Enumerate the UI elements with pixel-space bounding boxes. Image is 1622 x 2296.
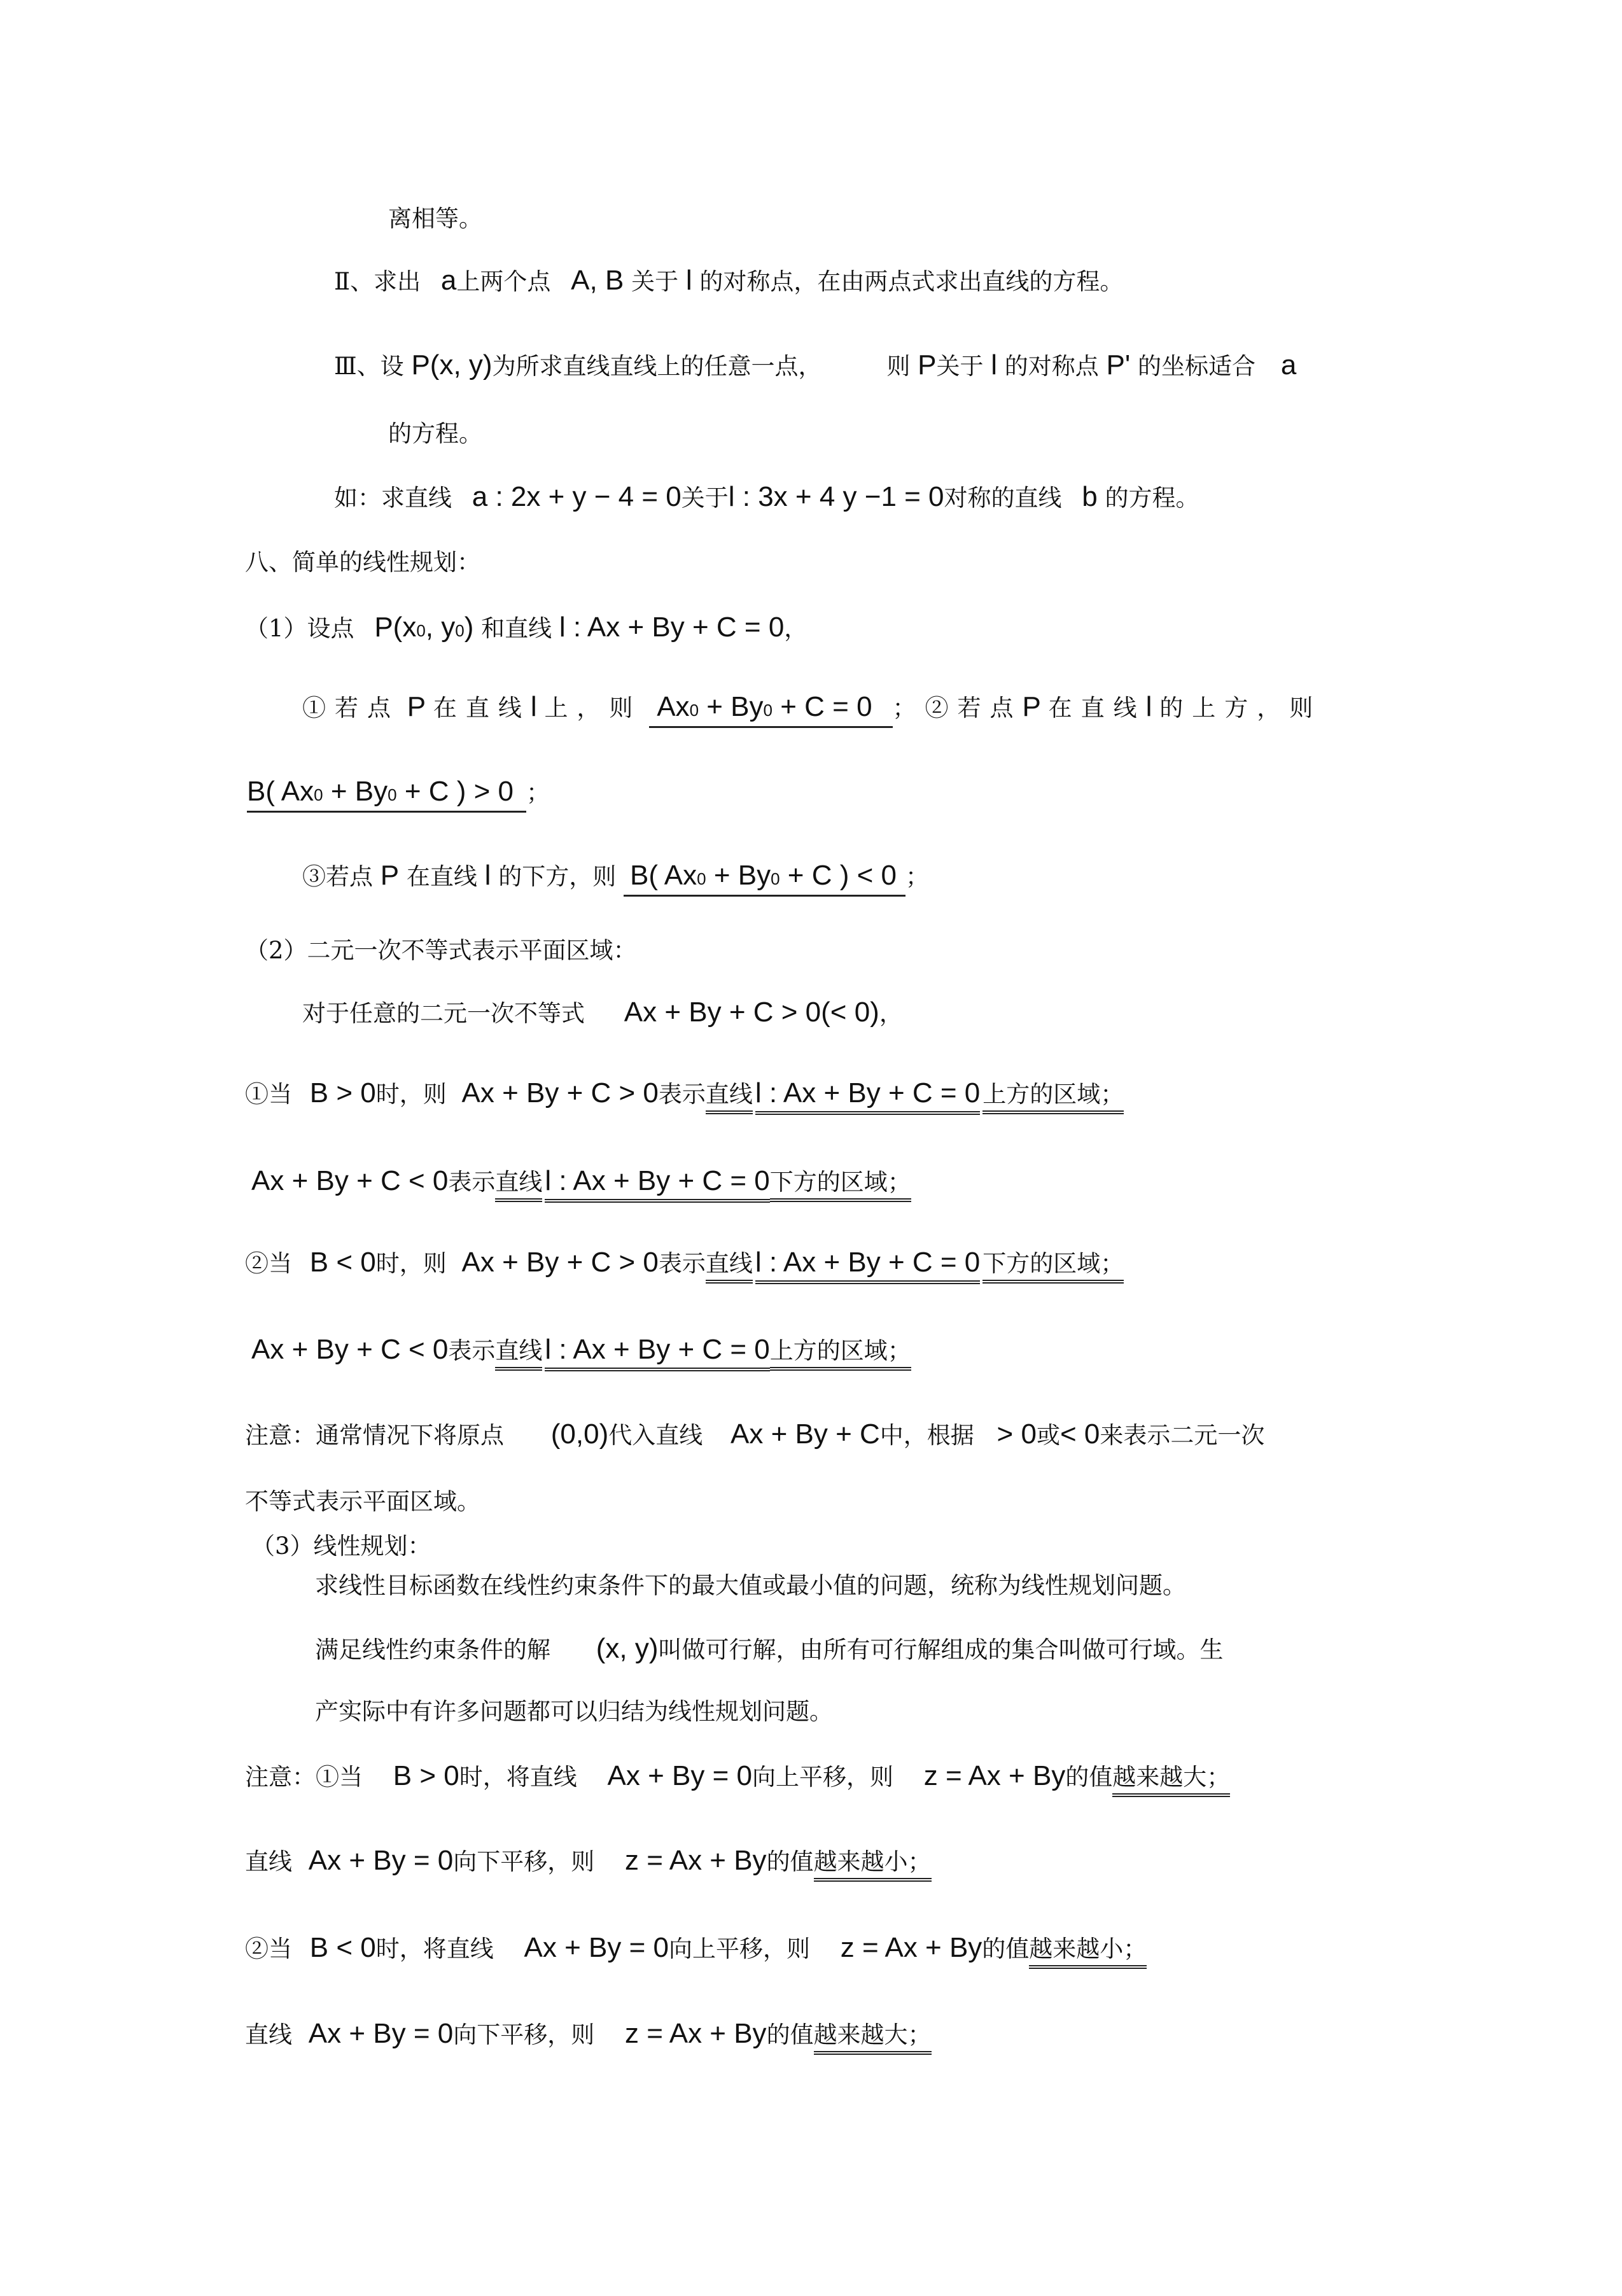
math: B( Ax	[629, 860, 697, 891]
text-line	[245, 1760, 1230, 1793]
subscript: 0	[763, 701, 773, 720]
text: 离相等。	[388, 205, 482, 232]
underlined-text: 越来越大；	[814, 2021, 932, 2055]
text: 求线性目标函数在线性约束条件下的最大值或最小值的问题，统称为线性规划问题。	[315, 1572, 1186, 1599]
underlined-text: 上方的区域；	[982, 1081, 1124, 1114]
text-line	[251, 1333, 911, 1367]
text-line	[302, 996, 903, 1030]
underlined-text: 直线	[706, 1250, 753, 1284]
text: ③若点	[302, 863, 373, 890]
underlined-math: l : Ax + By + C = 0	[545, 1334, 769, 1371]
math: Ax	[657, 691, 690, 722]
text: 向下平移，则	[453, 2021, 595, 2048]
math: (x, y)	[596, 1633, 659, 1664]
subscript: 0	[697, 869, 706, 888]
text: 的对称点，在由两点式求出直线的方程。	[699, 268, 1124, 295]
answer-blank	[247, 776, 526, 813]
text: 的值	[766, 2021, 814, 2048]
math: Ax + By = 0	[308, 1845, 454, 1876]
underlined-math: l : Ax + By + C = 0	[755, 1247, 980, 1284]
math: Ax + By + C < 0	[251, 1334, 449, 1365]
underlined-math: l : Ax + By + C = 0	[755, 1077, 980, 1115]
text-line	[334, 349, 1296, 382]
math: l	[1145, 691, 1152, 722]
math: a	[1280, 349, 1297, 381]
text: 的方程。	[1105, 484, 1199, 512]
text-line	[247, 775, 550, 809]
math	[374, 612, 473, 643]
answer-blank	[649, 691, 892, 728]
text-line	[245, 1418, 1264, 1452]
text: ①若点	[302, 694, 400, 722]
underlined-text: 直线	[706, 1081, 753, 1114]
text: 产实际中有许多问题都可以归结为线性规划问题。	[315, 1698, 833, 1725]
math: B > 0	[309, 1077, 376, 1109]
underlined-text: 直线	[495, 1168, 542, 1202]
math: > 0	[996, 1418, 1037, 1450]
text: 的值	[982, 1935, 1030, 1963]
text: 的方程。	[388, 420, 482, 447]
math: a	[440, 265, 457, 296]
text-line	[245, 611, 808, 645]
math: + By	[323, 776, 388, 807]
subscript: 0	[388, 785, 397, 804]
text: 表示	[658, 1081, 706, 1108]
text: 时，将直线	[459, 1763, 577, 1791]
text: ；	[905, 863, 929, 890]
text: 关于	[631, 268, 679, 295]
underlined-text: 下方的区域；	[770, 1168, 911, 1202]
underlined-text: 越来越小；	[1029, 1935, 1147, 1969]
text: 时，将直线	[375, 1935, 494, 1963]
math: Ax + By + C > 0(< 0)	[624, 997, 879, 1028]
math: P	[380, 860, 400, 891]
text-line	[315, 1572, 1186, 1600]
text: （3）线性规划：	[251, 1532, 431, 1560]
text: 的上方，则	[1159, 694, 1322, 722]
text: 注意：通常情况下将原点	[245, 1422, 504, 1449]
subscript: 0	[689, 701, 699, 720]
text-line	[245, 1246, 1124, 1280]
math: z = Ax + By	[625, 1845, 767, 1876]
text-line	[315, 1632, 1224, 1666]
text: 向上平移，则	[752, 1763, 893, 1791]
math: (0,0)	[550, 1418, 609, 1450]
text: 和直线	[481, 615, 552, 642]
text: 的值	[1065, 1763, 1113, 1791]
text: 表示	[448, 1337, 496, 1364]
text: ，	[784, 615, 808, 642]
answer-blank	[624, 860, 905, 897]
text: 对称的直线	[944, 484, 1062, 512]
math: Ax + By = 0	[524, 1932, 669, 1963]
math: l	[685, 265, 692, 296]
subscript: 0	[455, 621, 465, 640]
text: 则	[886, 353, 911, 380]
text-line	[334, 264, 1123, 298]
text-line	[251, 1532, 431, 1560]
text: 叫做可行解，由所有可行解组成的集合叫做可行域。生	[658, 1636, 1224, 1663]
text: 向下平移，则	[453, 1848, 595, 1875]
text-line	[302, 859, 929, 893]
math: Ax + By + C > 0	[461, 1077, 659, 1109]
text-line	[388, 205, 482, 233]
text: ，	[879, 1000, 903, 1027]
math: z = Ax + By	[923, 1760, 1066, 1791]
math: l	[530, 691, 537, 722]
math: b	[1082, 481, 1098, 512]
math: )	[464, 612, 474, 643]
text: 向上平移，则	[668, 1935, 810, 1963]
subscript: 0	[771, 869, 780, 888]
text: 表示	[448, 1168, 496, 1196]
text-line	[245, 2017, 932, 2051]
text: ①当	[245, 1081, 292, 1108]
math: + By	[699, 691, 764, 722]
math: B > 0	[393, 1760, 459, 1791]
math: l	[484, 860, 491, 891]
text: 不等式表示平面区域。	[245, 1488, 480, 1515]
text: 代入直线	[608, 1422, 703, 1449]
underlined-text: 下方的区域；	[982, 1250, 1124, 1284]
text: 上两个点	[456, 268, 551, 295]
underlined-math: l : Ax + By + C = 0	[545, 1165, 769, 1203]
math: Ax + By = 0	[607, 1760, 752, 1791]
text-line	[245, 937, 637, 965]
text-line	[334, 480, 1199, 514]
math: l	[991, 349, 997, 381]
text: 关于	[681, 484, 729, 512]
math: Ax + By + C < 0	[251, 1165, 449, 1196]
text: 注意：①当	[245, 1763, 363, 1791]
text-line	[251, 1165, 911, 1198]
text: 为所求直线直线上的任意一点，	[492, 353, 822, 380]
math: a : 2x + y − 4 = 0	[472, 481, 682, 512]
text: 的对称点	[1004, 353, 1099, 380]
subscript: 0	[416, 621, 426, 640]
text: 如：求直线	[334, 484, 452, 512]
text-line	[245, 1844, 932, 1878]
underlined-text: 上方的区域；	[770, 1337, 911, 1371]
math: + C ) < 0	[780, 860, 897, 891]
math: A, B	[571, 265, 624, 296]
text: 直线	[245, 1848, 292, 1875]
math: z = Ax + By	[625, 2018, 767, 2049]
math: z = Ax + By	[840, 1932, 982, 1963]
math: Ax + By + C > 0	[461, 1247, 659, 1278]
text: 八、简单的线性规划：	[245, 549, 480, 576]
text: （2）二元一次不等式表示平面区域：	[245, 937, 637, 964]
text: （1）设点	[245, 615, 354, 642]
text: 时，则	[375, 1250, 447, 1277]
text: ；	[526, 779, 550, 806]
math: P	[1022, 691, 1041, 722]
text: 在直线	[433, 694, 531, 722]
text-line	[388, 420, 482, 448]
text: 或	[1036, 1422, 1060, 1449]
text: ②当	[245, 1250, 292, 1277]
text: 的值	[766, 1848, 814, 1875]
text: ②当	[245, 1935, 292, 1963]
math: + By	[706, 860, 771, 891]
text: ；②若点	[892, 694, 1023, 722]
text-line	[245, 1077, 1124, 1110]
text: 的坐标适合	[1138, 353, 1256, 380]
math: + C ) > 0	[396, 776, 514, 807]
math: l : Ax + By + C = 0	[559, 612, 785, 643]
text: 时，则	[375, 1081, 447, 1108]
text: 在直线	[1048, 694, 1146, 722]
underlined-text: 直线	[495, 1337, 542, 1371]
section-heading	[245, 549, 480, 577]
text: 的下方，则	[498, 863, 617, 890]
math: P(x, y)	[411, 349, 493, 381]
text: 在直线	[406, 863, 477, 890]
text: 来表示二元一次	[1100, 1422, 1265, 1449]
math: B( Ax	[247, 776, 314, 807]
math: , y	[425, 612, 456, 643]
text: Ⅲ、设	[334, 353, 404, 380]
text-line	[245, 1488, 480, 1516]
underlined-text: 越来越小；	[814, 1848, 932, 1882]
text: Ⅱ、求出	[334, 268, 421, 295]
math: < 0	[1059, 1418, 1100, 1450]
text: 直线	[245, 2021, 292, 2048]
text: 关于	[936, 353, 984, 380]
math: Ax + By = 0	[308, 2018, 454, 2049]
math: Ax + By + C	[731, 1418, 880, 1450]
math: P	[918, 349, 937, 381]
math: l : 3x + 4 y −1 = 0	[728, 481, 944, 512]
text-line	[245, 1931, 1147, 1965]
text: 对于任意的二元一次不等式	[302, 1000, 585, 1027]
subscript: 0	[314, 785, 323, 804]
text-line	[302, 690, 1322, 724]
math: P	[407, 691, 426, 722]
math: P'	[1106, 349, 1131, 381]
text: 上，则	[544, 694, 642, 722]
underlined-text: 越来越大；	[1112, 1763, 1230, 1797]
text-line	[315, 1698, 833, 1726]
math: B < 0	[309, 1932, 376, 1963]
text: 中，根据	[879, 1422, 974, 1449]
text: 表示	[658, 1250, 706, 1277]
math: B < 0	[309, 1247, 376, 1278]
math: P(x	[374, 612, 417, 643]
math: + C = 0	[773, 691, 872, 722]
text: 满足线性约束条件的解	[315, 1636, 550, 1663]
